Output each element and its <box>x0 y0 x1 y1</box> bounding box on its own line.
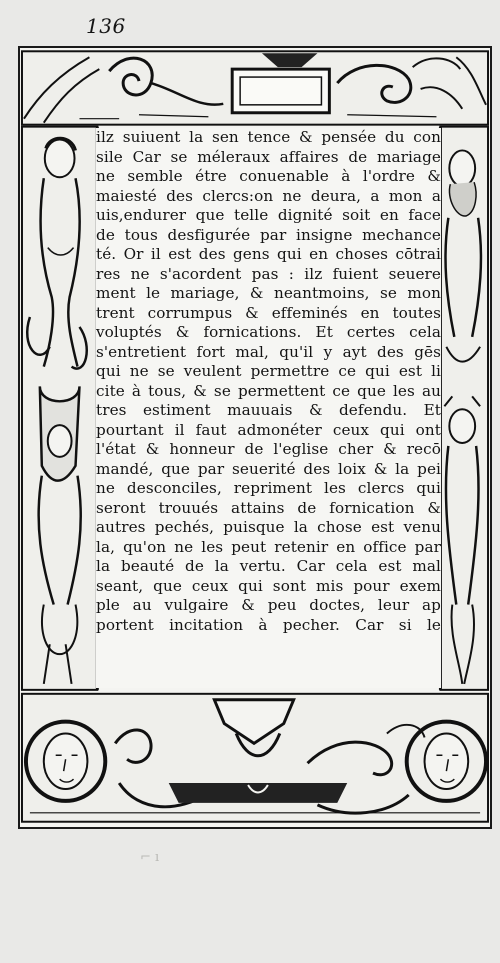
text-line: la, qu'on ne les peut retenir en office par <box>96 537 441 556</box>
text-line: sile Car se méleraux affaires de mariage <box>96 147 441 166</box>
text-line: s'entretient fort mal, qu'il y ayt des gēs <box>96 342 441 361</box>
text-line: ne desconciles, repriment les clercs qui <box>96 479 441 497</box>
text-line: la beauté de la vertu. Car cela est mal <box>96 557 441 575</box>
text-line: seant, que ceux qui sont mis pour exem <box>96 576 441 595</box>
text-line: voluptés & fornications. Et certes cela <box>96 323 441 341</box>
text-line: seront trouués attains de fornication & <box>96 498 441 517</box>
text-line: maiesté des clercs:on ne deura, a mon a <box>96 186 441 205</box>
faint-bleed-mark: ⌐ ı <box>140 850 160 865</box>
text-line: pourtant il faut admonéter ceux qui ont <box>96 420 441 439</box>
text-line: tres estiment mauuais & defendu. Et <box>96 401 441 419</box>
text-line: l'état & honneur de l'eglise cher & recō <box>96 440 441 458</box>
text-line: ne semble étre conuenable à l'ordre & <box>96 167 441 185</box>
text-line: uis,endurer que telle dignité soit en face <box>96 206 441 224</box>
text-line: de tous desfigurée par insigne mechance <box>96 225 441 244</box>
text-line: té. Or il est des gens qui en choses cōtrai <box>96 245 441 263</box>
text-line: ilz suiuent la sen tence & pensée du con <box>96 128 441 146</box>
text-line: mandé, que par seuerité des loix & la pei <box>96 459 441 478</box>
text-line: trent corrumpus & effeminés en toutes <box>96 303 441 322</box>
text-line: portent incitation à pecher. Car si le <box>96 615 441 634</box>
body-text <box>96 128 441 688</box>
page-number: 136 <box>86 14 126 38</box>
text-line: res ne s'acordent pas : ilz fuient seuere <box>96 264 441 283</box>
text-line: cite à tous, & se permettent ce que les au <box>96 381 441 400</box>
text-line: qui ne se veulent permettre ce qui est li <box>96 362 441 380</box>
text-line: ment le mariage, & neantmoins, se mon <box>96 284 441 302</box>
text-line: autres pechés, puisque la chose est venu <box>96 518 441 536</box>
text-line: ple au vulgaire & peu doctes, leur ap <box>96 596 441 614</box>
